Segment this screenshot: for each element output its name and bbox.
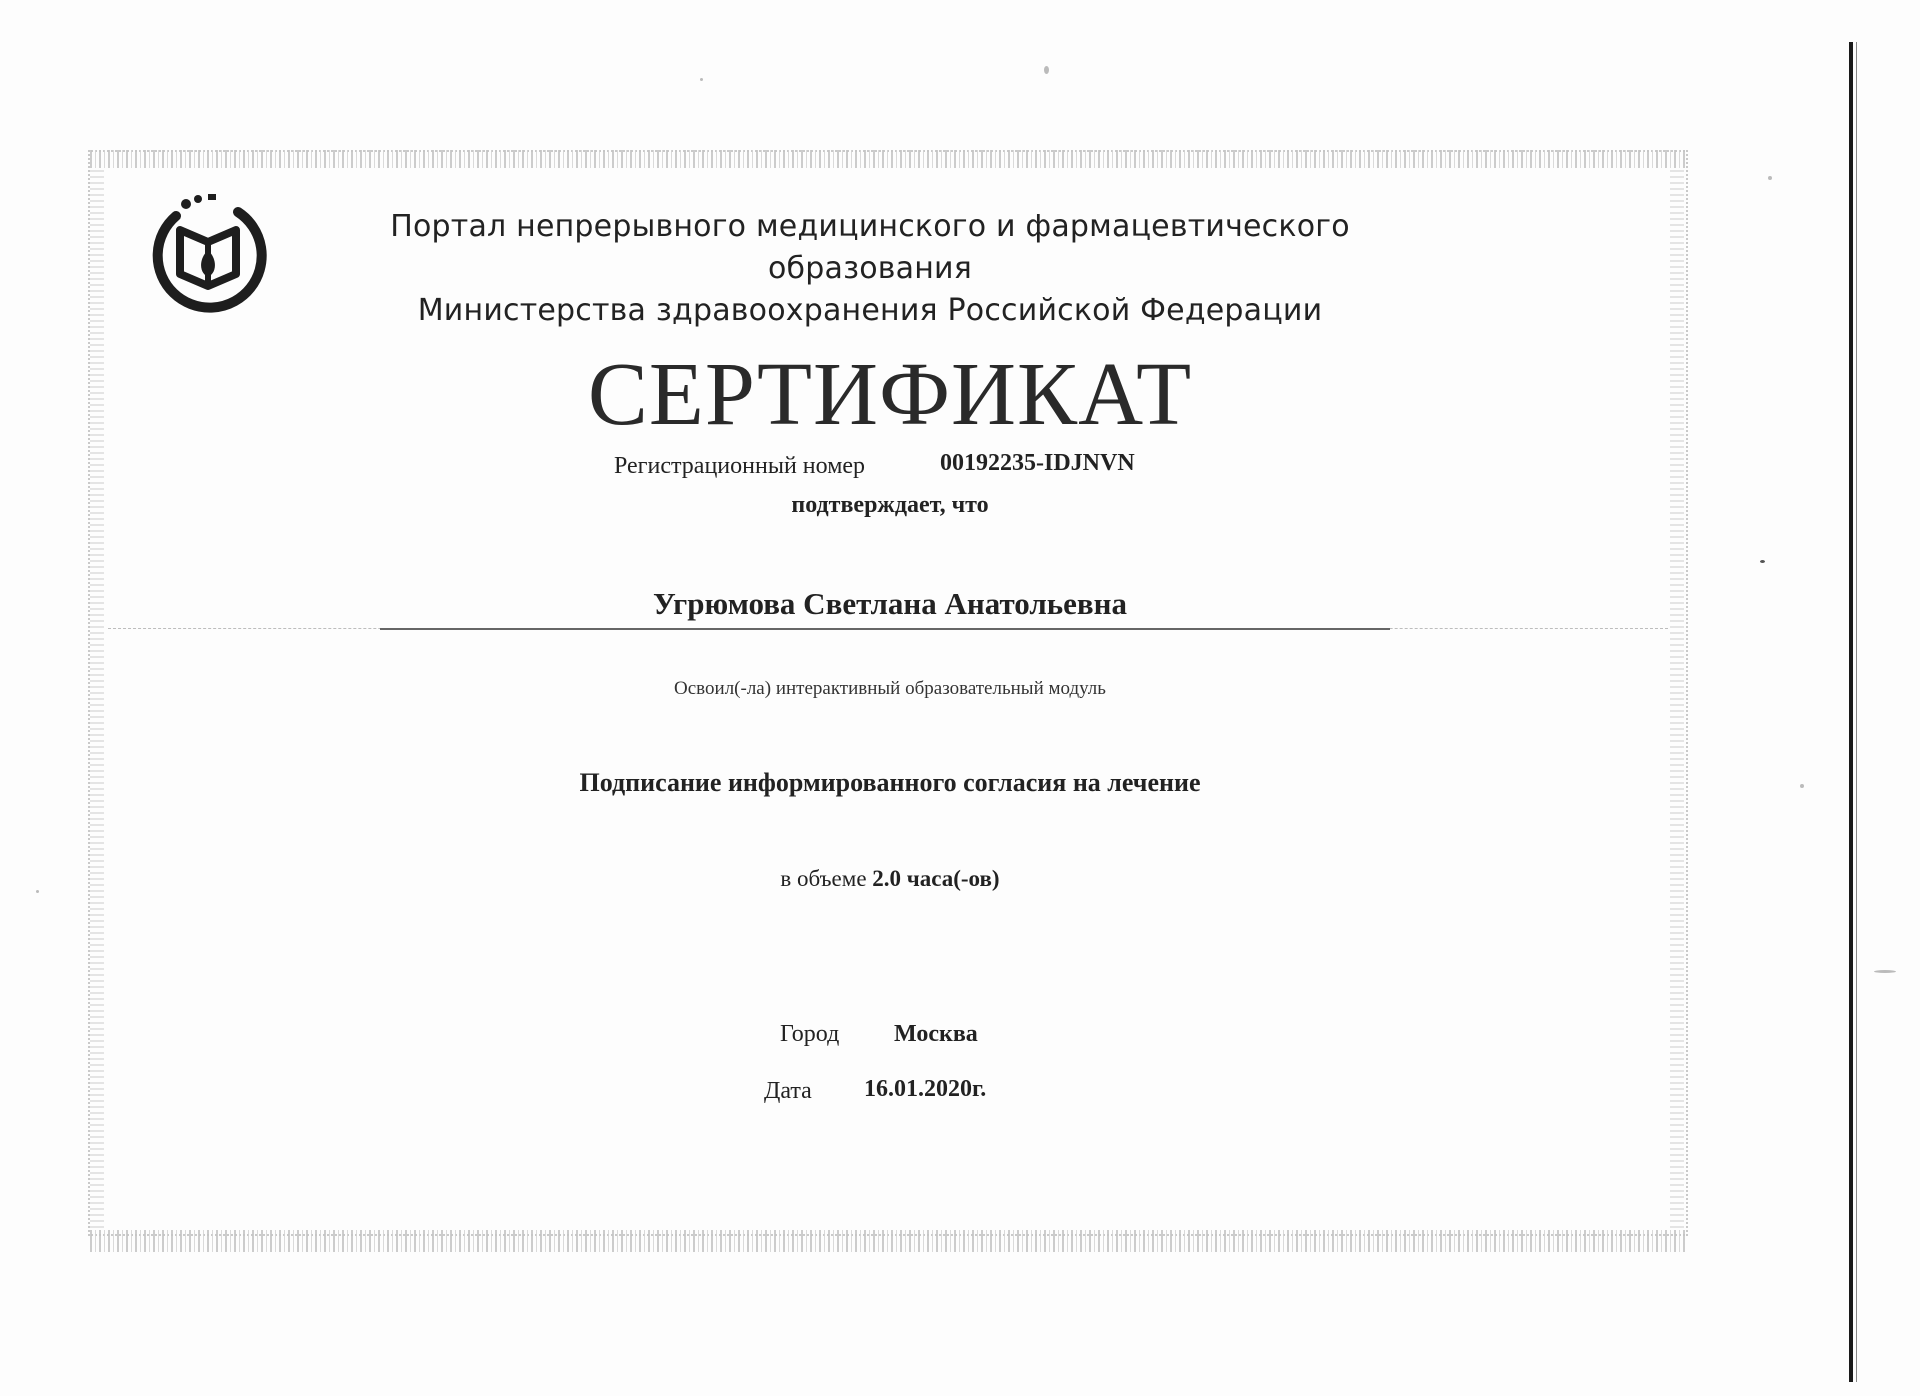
portal-title-line-2: Министерства здравоохранения Российской Федерации <box>417 293 1323 328</box>
person-name: Угрюмова Светлана Анатольевна <box>652 586 1128 621</box>
open-book-circle-logo-icon <box>146 190 270 314</box>
city-value: Москва <box>894 1021 978 1047</box>
mastered-module-text: Освоил(-ла) интерактивный образовательный модуль <box>674 678 1106 699</box>
name-underline <box>380 628 1390 630</box>
city-label: Город <box>780 1021 840 1047</box>
volume-line <box>640 866 1140 892</box>
ornament-border-bottom <box>90 1230 1686 1252</box>
ornament-border-right <box>1670 170 1684 1230</box>
scan-speck <box>1874 970 1896 973</box>
portal-title <box>320 206 1420 332</box>
confirms-text: подтверждает, что <box>791 492 989 518</box>
module-title: Подписание информированного согласия на лечение <box>579 768 1201 797</box>
scan-page-edge <box>1849 42 1853 1382</box>
registration-number-label: Регистрационный номер <box>614 453 866 479</box>
ornament-border-left <box>90 170 104 1230</box>
certificate-title: СЕРТИФИКАТ <box>587 345 1193 444</box>
scan-speck <box>1768 176 1772 180</box>
scan-speck <box>1044 66 1049 74</box>
ornament-border-top <box>90 150 1686 168</box>
scan-speck <box>36 890 39 893</box>
scan-page-edge-shadow <box>1856 42 1857 1382</box>
portal-title-line-1: Портал непрерывного медицинского и фармацевтического образования <box>390 209 1350 286</box>
volume-prefix: в объеме <box>780 866 867 891</box>
scan-speck <box>1760 560 1765 563</box>
volume-value: 2.0 часа(-ов) <box>872 866 1000 891</box>
scan-speck <box>1800 784 1804 788</box>
registration-number-value: 00192235-IDJNVN <box>940 450 1135 476</box>
date-label: Дата <box>764 1078 812 1104</box>
scan-speck <box>700 78 703 81</box>
date-value: 16.01.2020г. <box>864 1076 987 1102</box>
